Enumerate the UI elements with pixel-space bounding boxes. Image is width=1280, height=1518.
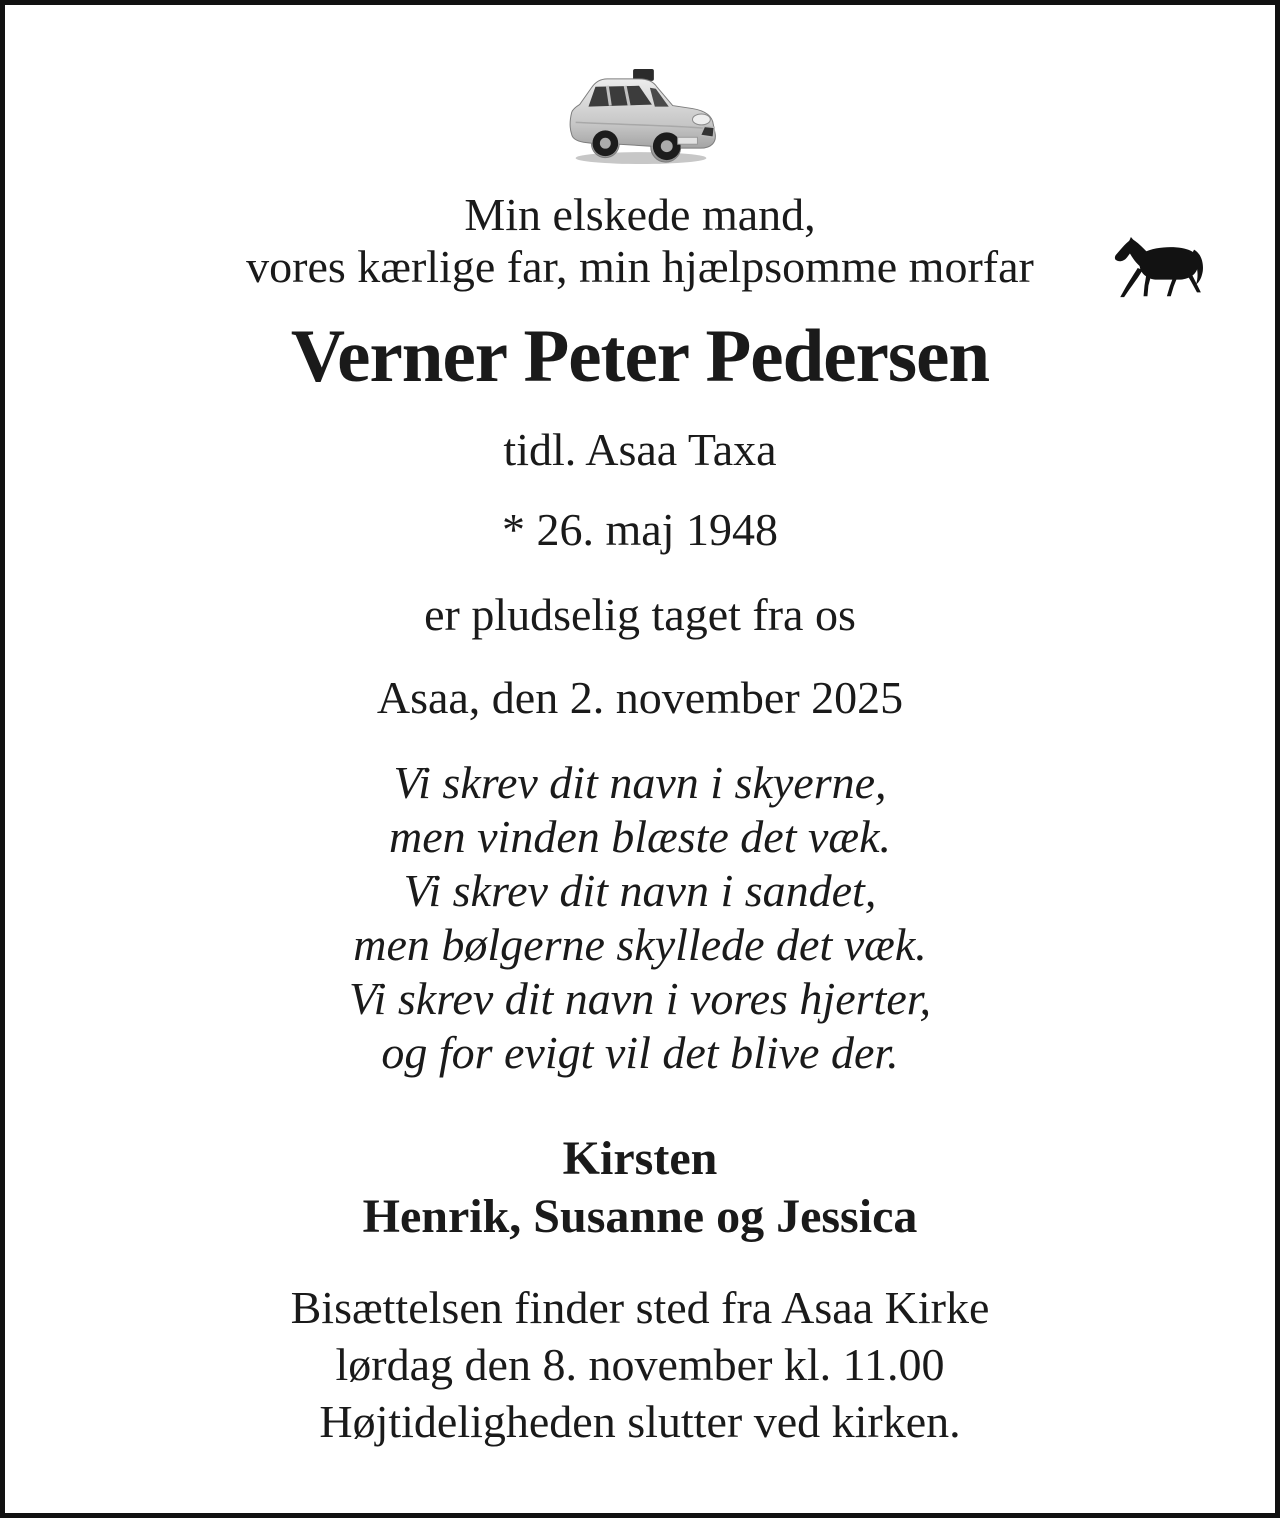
deceased-name: Verner Peter Pedersen [290,315,990,398]
poem-line: men vinden blæste det væk. [388,811,892,862]
taxi-photo [5,63,1275,167]
place-and-date: Asaa, den 2. november 2025 [376,672,904,723]
rear-wheel-rim [600,138,611,149]
walking-horse-silhouette-icon [1108,235,1216,303]
license-plate [678,137,698,144]
death-statement: er pludselig taget fra os [424,589,856,640]
poem-line: men bølgerne skyllede det væk. [353,919,927,970]
ceremony-info [5,1279,1275,1450]
memorial-poem [5,756,1275,1080]
taxi-car-icon [554,63,726,167]
mourners [5,1130,1275,1246]
front-wheel-rim [661,140,673,152]
intro-line-2: vores kærlige far, min hjælpsomme morfar [246,241,1034,292]
poem-line: Vi skrev dit navn i vores hjerter, [348,973,932,1024]
birth-date: * 26. maj 1948 [502,504,778,555]
poem-line: Vi skrev dit navn i skyerne, [393,757,887,808]
poem-line: Vi skrev dit navn i sandet, [403,865,877,916]
intro-lines [5,189,1275,293]
intro-line-1: Min elskede mand, [464,189,816,240]
ceremony-line: Bisættelsen finder sted fra Asaa Kirke [290,1282,990,1333]
ceremony-line: Højtideligheden slutter ved kirken. [319,1396,961,1447]
ceremony-line: lørdag den 8. november kl. 11.00 [335,1339,945,1390]
horse-icon [1108,235,1216,303]
former-occupation: tidl. Asaa Taxa [503,424,777,475]
poem-line: og for evigt vil det blive der. [381,1027,899,1078]
mourner-line: Henrik, Susanne og Jessica [362,1190,918,1243]
headlight [692,114,710,125]
mourner-line: Kirsten [562,1132,718,1185]
